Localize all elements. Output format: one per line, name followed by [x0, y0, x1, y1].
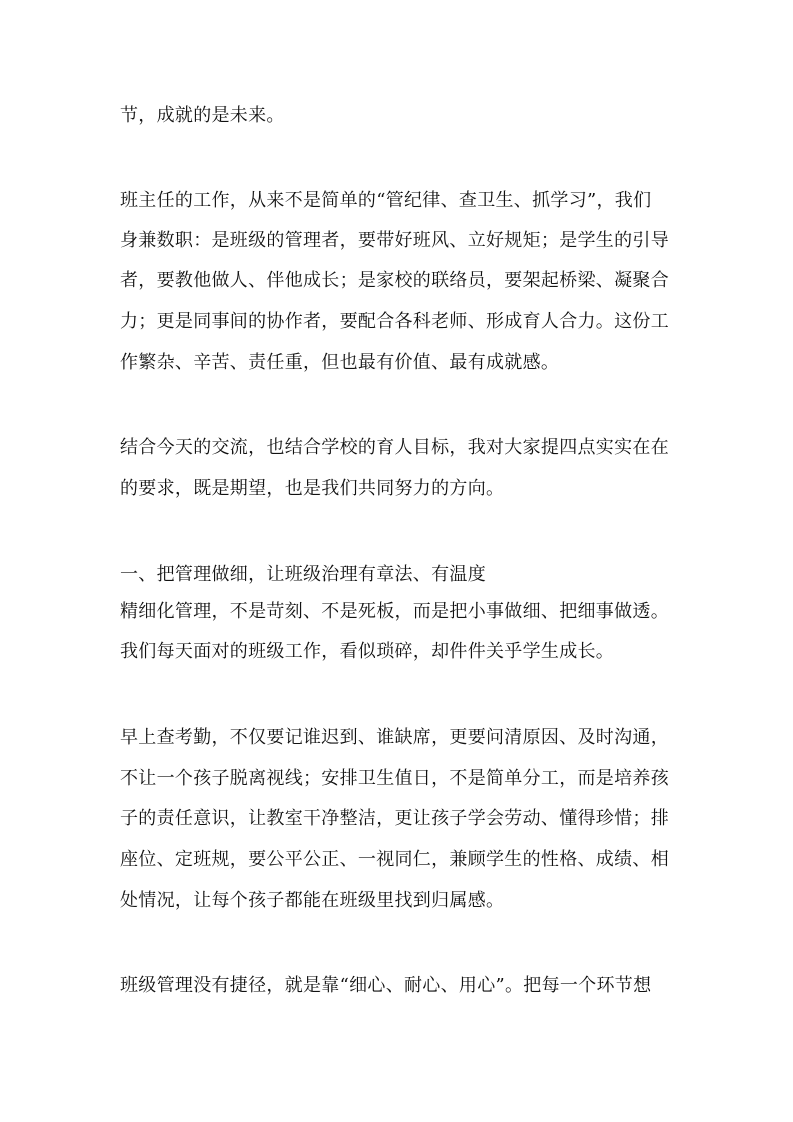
paragraph-5-line-5: 处情况，让每个孩子都能在班级里找到归属感。	[120, 890, 505, 911]
paragraph-4-line-1: 精细化管理，不是苛刻、不是死板，而是把小事做细、把细事做透。	[120, 601, 669, 622]
paragraph-5-line-4: 座位、定班规，要公平公正、一视同仁，兼顾学生的性格、成绩、相	[120, 849, 669, 870]
paragraph-5-line-1: 早上查考勤，不仅要记谁迟到、谁缺席，更要问清原因、及时沟通，	[120, 727, 669, 748]
paragraph-4-line-2: 我们每天面对的班级工作，看似琐碎，却件件关乎学生成长。	[120, 641, 615, 662]
paragraph-1-line-1: 节，成就的是未来。	[120, 105, 285, 126]
paragraph-3-line-1: 结合今天的交流，也结合学校的育人目标，我对大家提四点实实在在	[120, 437, 669, 458]
paragraph-2-line-3: 者，要教他做人、伴他成长；是家校的联络员，要架起桥梁、凝聚合	[120, 270, 669, 291]
section-heading-1: 一、把管理做细，让班级治理有章法、有温度	[120, 564, 486, 585]
paragraph-2-line-5: 作繁杂、辛苦、责任重，但也最有价值、最有成就感。	[120, 352, 560, 373]
paragraph-5-line-2: 不让一个孩子脱离视线；安排卫生值日，不是简单分工，而是培养孩	[120, 768, 669, 789]
paragraph-2-line-1: 班主任的工作，从来不是简单的“管纪律、查卫生、抓学习”，我们	[120, 190, 652, 211]
paragraph-2-line-2: 身兼数职：是班级的管理者，要带好班风、立好规矩；是学生的引导	[120, 230, 669, 251]
paragraph-3-line-2: 的要求，既是期望，也是我们共同努力的方向。	[120, 478, 505, 499]
paragraph-5-line-3: 子的责任意识，让教室干净整洁，更让孩子学会劳动、懂得珍惜；排	[120, 808, 669, 829]
paragraph-6-line-1: 班级管理没有捷径，就是靠“细心、耐心、用心”。把每一个环节想	[120, 975, 652, 996]
paragraph-2-line-4: 力；更是同事间的协作者，要配合各科老师、形成育人合力。这份工	[120, 311, 669, 332]
